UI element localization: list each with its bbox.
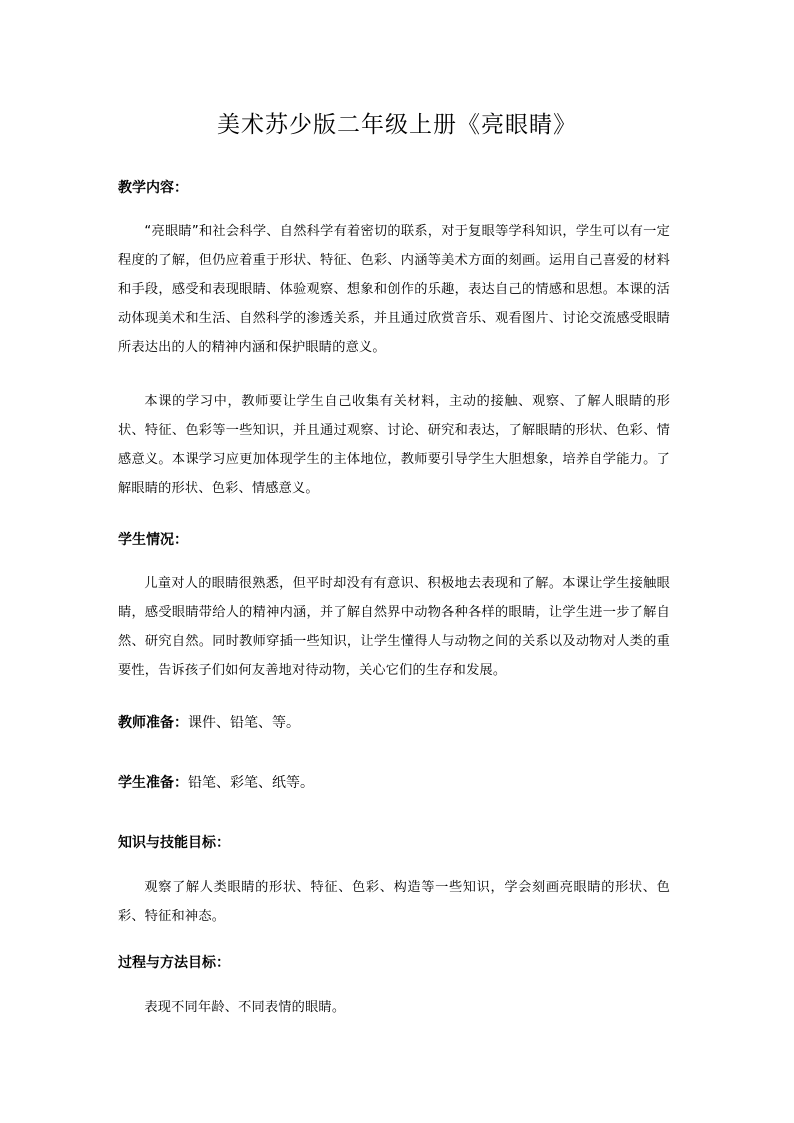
- knowledge-goal-heading: 知识与技能目标：: [118, 835, 230, 851]
- student-prep-line: [118, 772, 314, 794]
- process-goal-heading: 过程与方法目标：: [118, 955, 230, 971]
- student-prep-value: 铅笔、彩笔、纸等。: [188, 775, 314, 791]
- teacher-prep-heading: 教师准备：: [118, 715, 188, 731]
- students-heading: 学生情况：: [118, 532, 188, 548]
- teacher-prep-line: [118, 712, 300, 734]
- process-goal-paragraph: 表现不同年龄、不同表情的眼睛。: [144, 1000, 346, 1015]
- knowledge-goal-paragraph: 观察了解人类眼睛的形状、特征、色彩、构造等一些知识，学会刻画亮眼睛的形状、色彩、特征和神态。: [118, 880, 670, 924]
- document-title: 美术苏少版二年级上册《亮眼睛》: [217, 112, 577, 138]
- student-prep-heading: 学生准备：: [118, 775, 188, 791]
- content-paragraph-1: “亮眼睛”和社会科学、自然科学有着密切的联系，对于复眼等学科知识，学生可以有一定程度的了解，但仍应着重于形状、特征、色彩、内涵等美术方面的刻画。运用自己喜爱的材料和手段，感受和表现眼睛、体验观察、想象和创作的乐趣，表达自己的情感和思想。本课的活动体现美术和生活、自然科学的渗透关系，并且通过欣赏音乐、观看图片、讨论交流感受眼睛所表达出的人的精神内涵和保护眼睛的意义。: [118, 224, 670, 355]
- students-paragraph: 儿童对人的眼睛很熟悉，但平时却没有有意识、积极地去表现和了解。本课让学生接触眼睛，感受眼睛带给人的精神内涵，并了解自然界中动物各种各样的眼睛，让学生进一步了解自然、研究自然。同时教师穿插一些知识，让学生懂得人与动物之间的关系以及动物对人类的重要性，告诉孩子们如何友善地对待动物，关心它们的生存和发展。: [118, 576, 670, 678]
- teacher-prep-value: 课件、铅笔、等。: [188, 715, 300, 731]
- content-heading: 教学内容：: [118, 180, 188, 196]
- content-paragraph-2: 本课的学习中，教师要让学生自己收集有关材料，主动的接触、观察、了解人眼睛的形状、特征、色彩等一些知识，并且通过观察、讨论、研究和表达，了解眼睛的形状、色彩、情感意义。本课学习应更加体现学生的主体地位，教师要引导学生大胆想象，培养自学能力。了解眼睛的形状、色彩、情感意义。: [118, 394, 670, 496]
